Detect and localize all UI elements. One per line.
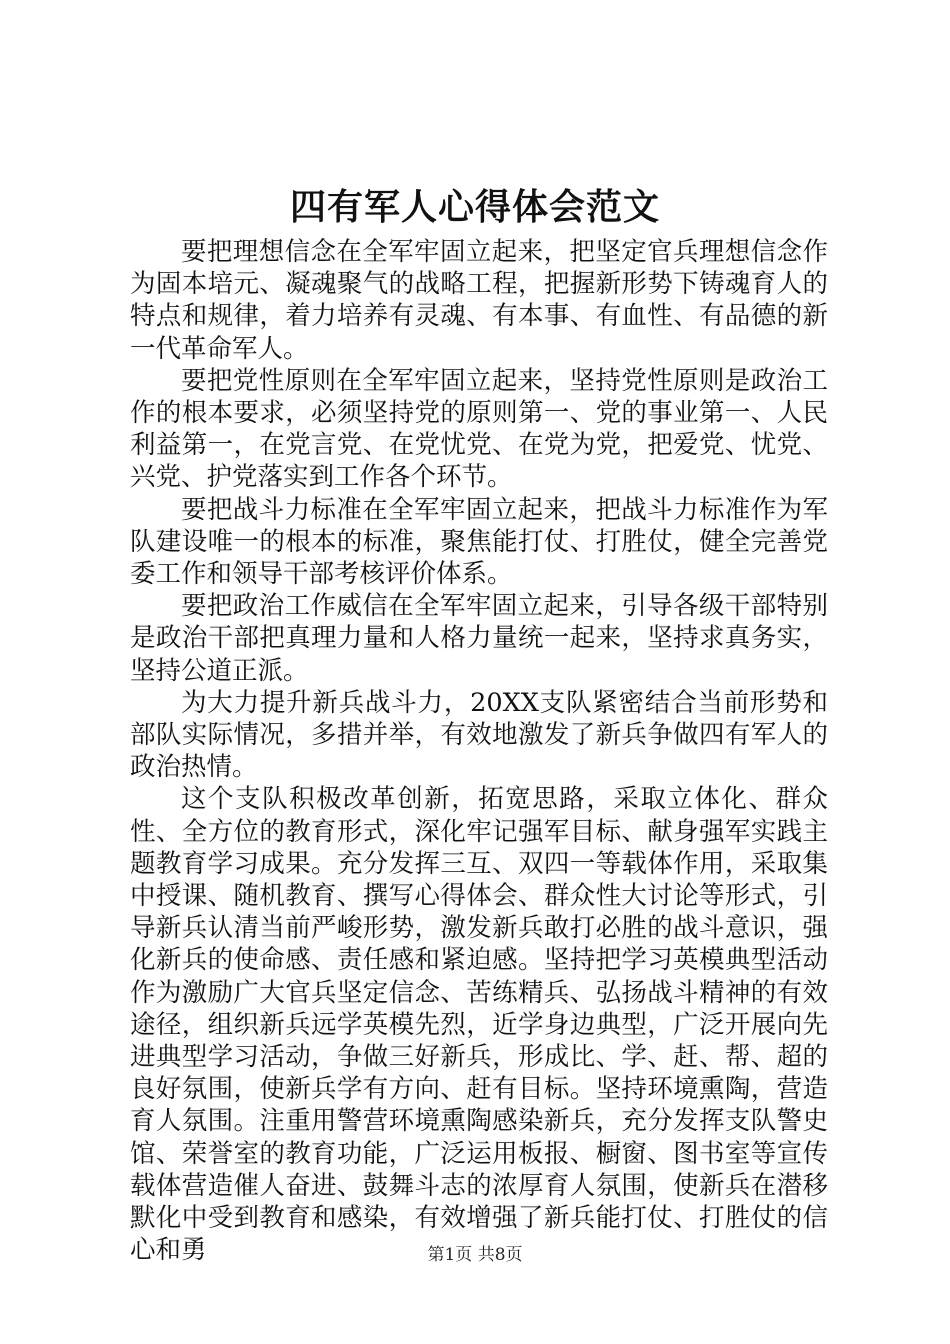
paragraph-1: 要把理想信念在全军牢固立起来，把坚定官兵理想信念作为固本培元、凝魂聚气的战略工程，把握新形势下铸魂育人的特点和规律，着力培养有灵魂、有本事、有血性、有品德的新一代革命军人。: [130, 237, 828, 364]
paragraph-3: 要把战斗力标准在全军牢固立起来，把战斗力标准作为军队建设唯一的根本的标准，聚焦能打仗、打胜仗，健全完善党委工作和领导干部考核评价体系。: [130, 494, 828, 590]
page-footer: 第1页 共8页: [427, 1245, 523, 1265]
paragraph-6: 这个支队积极改革创新，拓宽思路，采取立体化、群众性、全方位的教育形式，深化牢记强军目标、献身强军实践主题教育学习成果。充分发挥三互、双四一等载体作用，采取集中授课、随机教育、撰写心得体会、群众性大讨论等形式，引导新兵认清当前严峻形势，激发新兵敢打必胜的战斗意识，强化新兵的使命感、责任感和紧迫感。坚持把学习英模典型活动作为激励广大官兵坚定信念、苦练精兵、弘扬战斗精神的有效途径，组织新兵远学英模先烈，近学身边典型，广泛开展向先进典型学习活动，争做三好新兵，形成比、学、赶、帮、超的良好氛围，使新兵学有方向、赶有目标。坚持环境熏陶，营造育人氛围。注重用警营环境熏陶感染新兵，充分发挥支队警史馆、荣誉室的教育功能，广泛运用板报、橱窗、图书室等宣传载体营造催人奋进、鼓舞斗志的浓厚育人氛围，使新兵在潜移默化中受到教育和感染，有效增强了新兵能打仗、打胜仗的信心和勇: [130, 784, 828, 1266]
document-body: [130, 236, 828, 1267]
paragraph-4: 要把政治工作威信在全军牢固立起来，引导各级干部特别是政治干部把真理力量和人格力量统一起来，坚持求真务实，坚持公道正派。: [130, 591, 828, 686]
paragraph-5: 为大力提升新兵战斗力，20XX支队紧密结合当前形势和部队实际情况，多措并举，有效地激发了新兵争做四有军人的政治热情。: [130, 687, 828, 783]
document-title: 四有军人心得体会范文: [289, 186, 660, 228]
paragraph-2: 要把党性原则在全军牢固立起来，坚持党性原则是政治工作的根本要求，必须坚持党的原则第一、党的事业第一、人民利益第一，在党言党、在党忧党、在党为党，把爱党、忧党、兴党、护党落实到工作各个环节。: [130, 365, 828, 493]
